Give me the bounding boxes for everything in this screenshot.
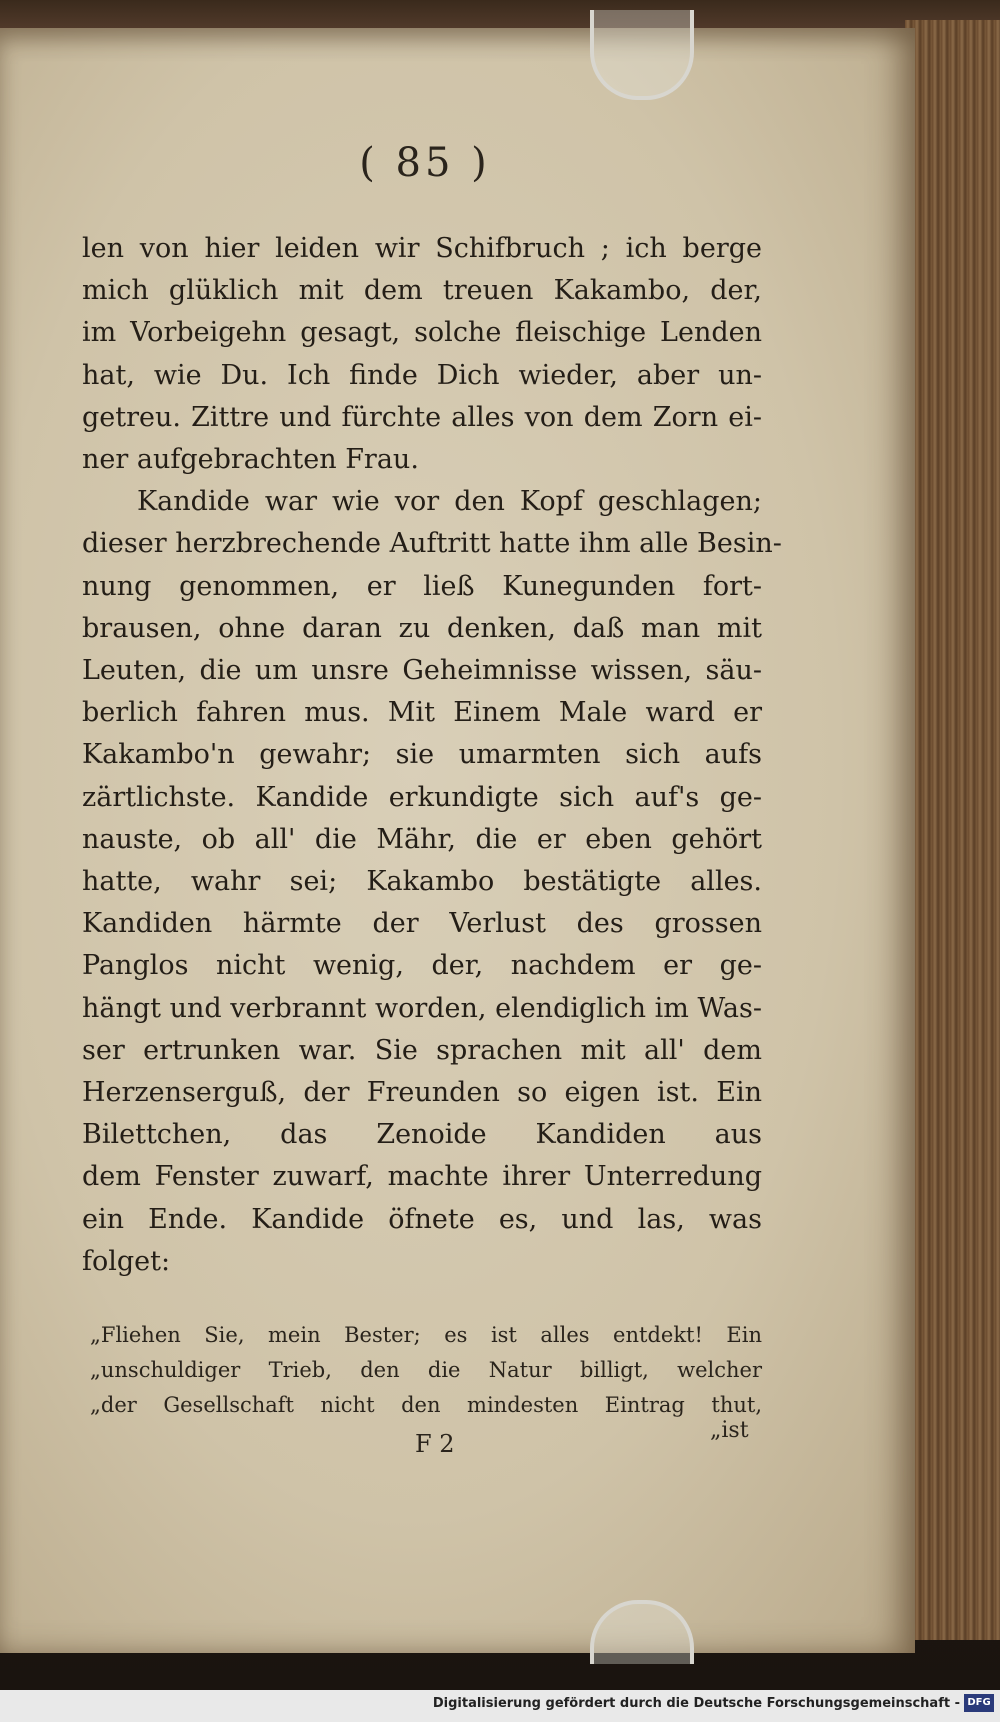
letter-line: „unschuldiger Trieb, den die Natur billigt, welcher [90,1358,762,1382]
digitization-credit: Digitalisierung gefördert durch die Deutsche Forschungsgemeinschaft - [432,1696,960,1711]
text-line: im Vorbeigehn gesagt, solche fleischige Lenden [82,317,762,349]
letter-line: „der Gesellschaft nicht den mindesten Eintrag thut, [90,1393,762,1417]
text-line: dem Fenster zuwarf, machte ihrer Unterredung [82,1161,762,1193]
text-line: nung genommen, er ließ Kunegunden fort- [82,570,762,602]
text-line: hatte, wahr sei; Kakambo bestätigte alles. [82,866,762,898]
page-number: ( 85 ) [359,140,491,186]
text-line: Leuten, die um unsre Geheimnisse wissen, säu- [82,655,762,687]
text-line: mich glüklich mit dem treuen Kakambo, der, [82,275,762,307]
letter-text [90,1318,762,1423]
text-line: brausen, ohne daran zu denken, daß man mit [82,612,762,644]
letter-line: „Fliehen Sie, mein Bester; es ist alles entdekt! Ein [90,1323,762,1347]
printer-signature: F 2 [415,1430,455,1458]
text-line: ein Ende. Kandide öfnete es, und las, was [82,1203,762,1235]
text-line: Herzenserguß, der Freunden so eigen ist. Ein [82,1077,762,1109]
text-line: Kakambo'n gewahr; sie umarmten sich aufs [82,739,762,771]
text-line: ser ertrunken war. Sie sprachen mit all' dem [82,1034,762,1066]
text-line: hat, wie Du. Ich finde Dich wieder, aber un- [82,359,762,391]
book-page-edges [905,20,1000,1640]
page-clip-top [590,10,694,100]
catchword: „ist [710,1418,749,1443]
text-line: zärtlichste. Kandide erkundigte sich auf's ge- [82,781,762,813]
text-line: ner aufgebrachten Frau. [82,444,419,476]
text-line: berlich fahren mus. Mit Einem Male ward er [82,697,762,729]
text-line: Bilettchen, das Zenoide Kandiden aus [82,1119,762,1151]
dfg-logo: DFG [964,1694,994,1712]
text-line: dieser herzbrechende Auftritt hatte ihm alle Besin- [82,528,782,560]
text-line: Panglos nicht wenig, der, nachdem er ge- [82,950,762,982]
text-line: Kandide war wie vor den Kopf geschlagen; [137,486,762,518]
body-text [82,228,782,1283]
text-line: nauste, ob all' die Mähr, die er eben gehört [82,823,762,855]
text-line: Kandiden härmte der Verlust des grossen [82,908,762,940]
text-line: folget: [82,1245,171,1277]
text-line: getreu. Zittre und fürchte alles von dem Zorn ei- [82,401,762,433]
text-line: len von hier leiden wir Schifbruch ; ich berge [82,233,762,264]
text-line: hängt und verbrannt worden, elendiglich im Was- [82,992,762,1024]
